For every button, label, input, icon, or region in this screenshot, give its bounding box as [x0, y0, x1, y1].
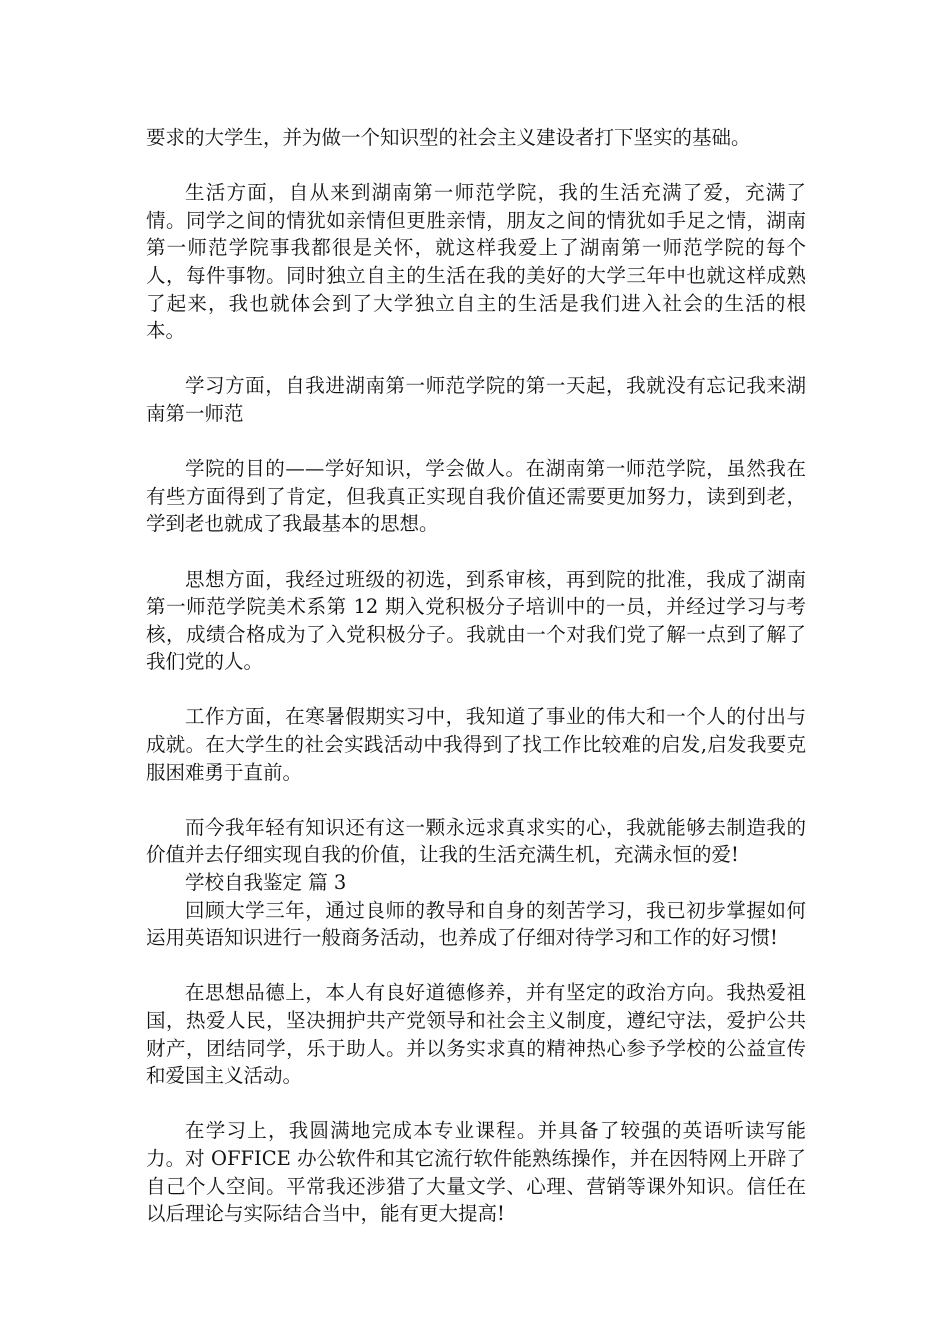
paragraph-work: 工作方面，在寒暑假期实习中，我知道了事业的伟大和一个人的付出与成就。在大学生的社会实践活动中我得到了找工作比较难的启发,启发我要克服困难勇于直前。	[146, 705, 806, 784]
paragraph-review: 回顾大学三年，通过良师的教导和自身的刻苦学习，我已初步掌握如何运用英语知识进行一般商务活动，也养成了仔细对待学习和工作的好习惯!	[146, 898, 806, 950]
paragraph-conclusion: 而今我年轻有知识还有这一颗永远求真求实的心，我就能够去制造我的价值并去仔细实现自我的价值，让我的生活充满生机，充满永恒的爱!	[146, 815, 806, 867]
paragraph-learning: 在学习上，我圆满地完成本专业课程。并具备了较强的英语听读写能力。对 OFFICE 办公软件和其它流行软件能熟练操作，并在因特网上开辟了自己个人空间。平常我还涉猎了大量文学、心理、营销等课外知识。信任在以后理论与实际结合当中，能有更大提高!	[146, 1119, 806, 1226]
document-page	[146, 124, 806, 1255]
paragraph-study-purpose: 学院的目的——学好知识，学会做人。在湖南第一师范学院，虽然我在有些方面得到了肯定，但我真正实现自我价值还需要更加努力，读到到老，学到老也就成了我最基本的思想。	[146, 457, 806, 536]
paragraph-continuation: 要求的大学生，并为做一个知识型的社会主义建设者打下坚实的基础。	[146, 126, 751, 149]
paragraph-life: 生活方面，自从来到湖南第一师范学院，我的生活充满了爱，充满了情。同学之间的情犹如亲情但更胜亲情，朋友之间的情犹如手足之情，湖南第一师范学院事我都很是关怀，就这样我爱上了湖南第一师范学院的每个人，每件事物。同时独立自主的生活在我的美好的大学三年中也就这样成熟了起来，我也就体会到了大学独立自主的生活是我们进入社会的生活的根本。	[146, 181, 806, 343]
paragraph-thought: 思想方面，我经过班级的初选，到系审核，再到院的批准，我成了湖南第一师范学院美术系第 12 期入党积极分子培训中的一员，并经过学习与考核，成绩合格成为了入党积极分子。我就由一个对我们党了解一点到了解了我们党的人。	[146, 567, 806, 674]
paragraph-study-intro: 学习方面，自我进湖南第一师范学院的第一天起，我就没有忘记我来湖南第一师范	[146, 374, 806, 425]
paragraph-moral: 在思想品德上，本人有良好道德修养，并有坚定的政治方向。我热爱祖国，热爱人民，坚决拥护共产党领导和社会主义制度，遵纪守法，爱护公共财产，团结同学，乐于助人。并以务实求真的精神热心参予学校的公益宣传和爱国主义活动。	[146, 981, 806, 1088]
section-heading: 学校自我鉴定 篇 3	[185, 871, 347, 895]
